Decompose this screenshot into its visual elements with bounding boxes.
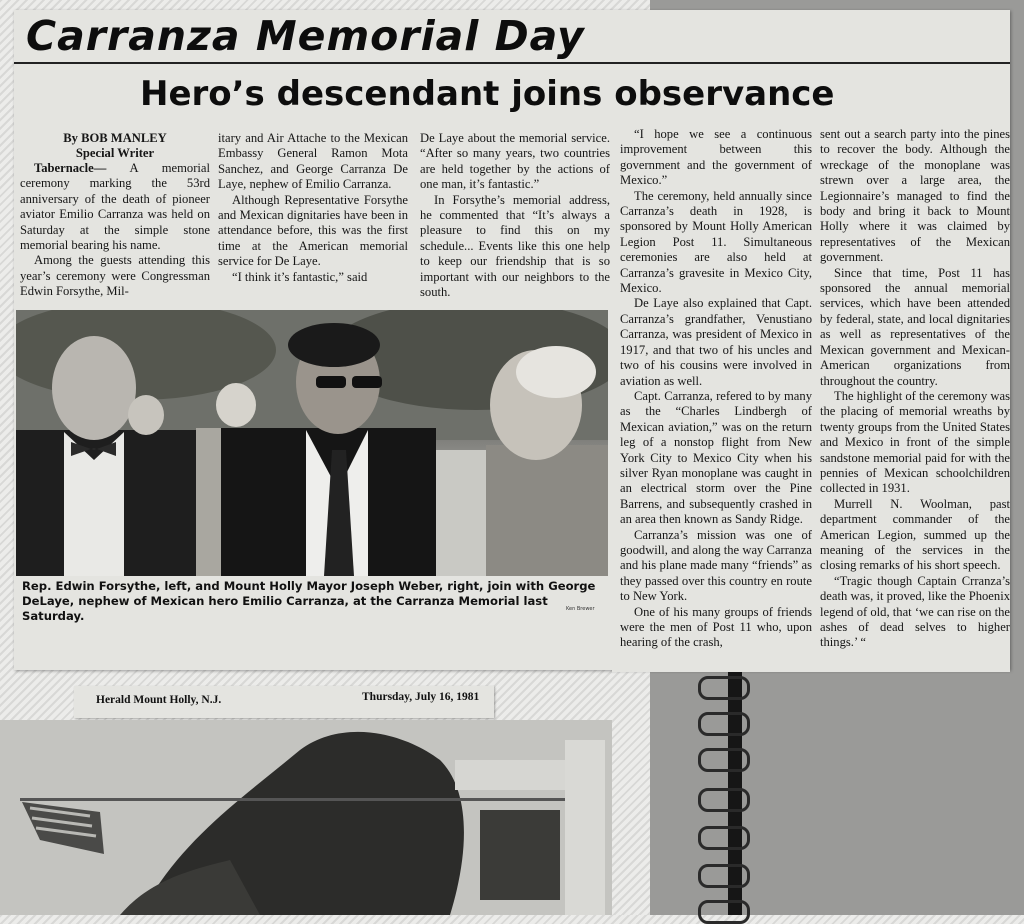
paragraph: De Laye about the memorial service. “After so many years, two countries are held together by the actions of one man, it’s fantastic.” — [420, 131, 610, 192]
newspaper-name: Herald Mount Holly, N.J. — [96, 694, 222, 706]
photo-caption: Rep. Edwin Forsythe, left, and Mount Holly Mayor Joseph Weber, right, join with George DeLaye, nephew of Mexican hero Emilio Carranza, at the Carranza Memorial last Saturday. — [22, 579, 596, 623]
paragraph: De Laye also explained that Capt. Carranza’s grandfather, Venustiano Carranza, was president of Mexico in 1917, and that two of his uncles and two of his cousins were involved in aviation as well. — [620, 296, 812, 388]
photo-credit: Ken Brewer — [566, 606, 595, 612]
paragraph: The highlight of the ceremony was the placing of memorial wreaths by twenty groups from the United States and Mexico in front of the simple sandstone memorial paid for with the pennies of Mexican schoolchildren collected in 1931. — [820, 388, 1010, 496]
publication-date: Thursday, July 16, 1981 — [362, 691, 480, 703]
paragraph: One of his many groups of friends were the men of Post 11 who, upon hearing of the crash, — [620, 604, 812, 650]
masthead: Carranza Memorial Day — [26, 12, 585, 60]
paragraph: “I hope we see a continuous improvement between this government and the government of Mexico.” — [620, 127, 812, 188]
byline-name: By BOB MANLEY — [63, 131, 167, 145]
news-photo-image — [16, 310, 608, 576]
paragraph: Carranza’s mission was one of goodwill, and along the way Carranza and his plane made many “friends” as they passed over this country en route to New York. — [620, 527, 812, 604]
paragraph: itary and Air Attache to the Mexican Embassy General Ramon Mota Sanchez, and George Carranza De Laye, nephew of Emilio Carranza. — [218, 131, 408, 192]
article-dateline: Tabernacle— — [34, 161, 107, 175]
paragraph: The ceremony, held annually since Carranza’s death in 1928, is sponsored by Mount Holly American Legion Post 11. Simultaneous ceremonies are also held at Carranza’s gravesite in Mexico City, Mexico. — [620, 188, 812, 296]
paragraph: Capt. Carranza, refered to by many as the “Charles Lindbergh of Mexican aviation,” was on the return leg of a nonstop flight from New York City to Mexico City when his silver Ryan monoplane was caught in an electrical storm over the Pine Barrens, and subsequently crashed in an area then known as Sandy Ridge. — [620, 388, 812, 527]
paragraph: Although Representative Forsythe and Mexican dignitaries have been in attendance before, this was the first time at the American memorial service for De Laye. — [218, 192, 408, 269]
binder-ring — [698, 900, 750, 924]
binder-ring — [698, 788, 750, 812]
paragraph: “Tragic though Captain Crranza’s death was, it proved, like the Phoenix legend of old, that ‘we can rise on the ashes of dead selves to higher things.’ “ — [820, 573, 1010, 650]
headline: Hero’s descendant joins observance — [140, 74, 835, 114]
article-column-3 — [420, 131, 610, 300]
binder-ring — [698, 712, 750, 736]
byline — [20, 131, 210, 161]
binder-ring — [698, 864, 750, 888]
second-photo-clipping — [0, 720, 612, 915]
binder-ring — [698, 676, 750, 700]
masthead-rule — [14, 62, 1010, 64]
paragraph: Since that time, Post 11 has sponsored the annual memorial services, which have been attended by federal, state, and local dignitaries as well as representatives of the Mexican government and Mexican-American organizations from throughout the country. — [820, 265, 1010, 388]
article-column-4 — [620, 127, 812, 651]
paragraph: In Forsythe’s memorial address, he commented that “It’s always a pleasure to find this on my schedule... Events like this one help to keep our friendship that is so important with our neighbors to the south. — [420, 192, 610, 300]
binder-ring — [698, 748, 750, 772]
paragraph: Tabernacle— A memorial ceremony marking the 53rd anniversary of the death of pioneer aviator Emilio Carranza was held on Saturday at the simple stone memorial bearing his name. — [20, 161, 210, 253]
article-column-5 — [820, 127, 1010, 651]
news-photo — [16, 310, 608, 576]
memorial-photo-image — [0, 720, 612, 915]
paragraph: Among the guests attending this year’s ceremony were Congressman Edwin Forsythe, Mil- — [20, 253, 210, 299]
article-column-1 — [20, 131, 210, 300]
paragraph: “I think it’s fantastic,” said — [232, 269, 368, 284]
article-column-2 — [218, 131, 408, 285]
paragraph: Murrell N. Woolman, past department commander of the American Legion, summed up the meaning of the services in the closing remarks of his short speech. — [820, 496, 1010, 573]
byline-title: Special Writer — [75, 146, 155, 160]
paragraph: sent out a search party into the pines to recover the body. Although the wreckage of the monoplane was strewn over a large area, the Legionnaire’s managed to find the body and bring it back to Mount Holly where it was claimed by representatives of the Mexican government. — [820, 127, 1010, 265]
binder-ring — [698, 826, 750, 850]
